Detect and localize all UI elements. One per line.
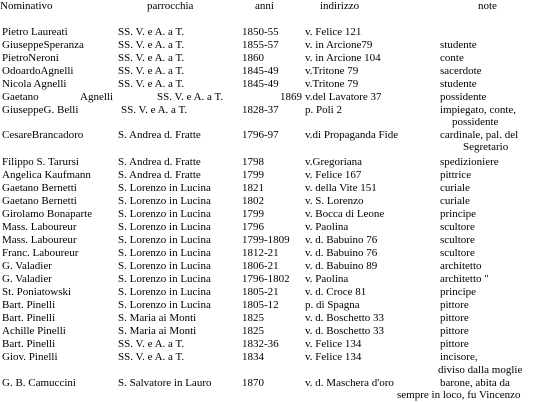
table-row	[0, 273, 544, 286]
cell-note: impiegato, conte,	[440, 104, 517, 116]
cell-anni: 1825	[242, 325, 264, 337]
cell-nominativo: CesareBrancadoro	[2, 129, 84, 141]
cell-indirizzo: v. d. Maschera d'oro	[305, 377, 394, 389]
cell-nominativo: Gaetano Bernetti	[2, 195, 77, 207]
cell-indirizzo: v. d. Croce 81	[305, 286, 367, 298]
cell-indirizzo: v. d. Boschetto 33	[305, 325, 385, 337]
cell-indirizzo: p. di Spagna	[305, 299, 360, 311]
cell-anni: 1832-36	[242, 338, 279, 350]
cell-indirizzo: v. Felice 121	[305, 26, 362, 38]
cell-indirizzo: v. d. Babuino 76	[305, 247, 378, 259]
cell-parrocchia: S. Lorenzo in Lucina	[118, 299, 211, 311]
cell-note: curiale	[440, 195, 470, 207]
cell-nominativo: St. Poniatowski	[2, 286, 72, 298]
table-row	[0, 78, 544, 91]
table-row	[0, 299, 544, 312]
cell-indirizzo: v.Gregoriana	[305, 156, 363, 168]
cell-indirizzo: v.Tritone 79	[305, 65, 359, 77]
table-row	[0, 195, 544, 208]
cell-indirizzo: v.Tritone 79	[305, 78, 359, 90]
cell-indirizzo: v. d. Babuino 89	[305, 260, 378, 272]
table-row	[0, 351, 544, 364]
cell-parrocchia: S. Lorenzo in Lucina	[118, 260, 211, 272]
cell-indirizzo: v. Felice 134	[305, 351, 362, 363]
table-row	[0, 169, 544, 182]
cell-indirizzo: v. d. Babuino 76	[305, 234, 378, 246]
cell-nominativo: Gaetano	[2, 91, 39, 103]
cell-note-continued: diviso dalla moglie	[438, 364, 523, 376]
table-header	[0, 0, 544, 13]
cell-indirizzo: p. Poli 2	[305, 104, 342, 116]
cell-nominativo: Girolamo Bonaparte	[2, 208, 93, 220]
cell-note: curiale	[440, 182, 470, 194]
cell-anni: 1812-21	[242, 247, 279, 259]
cell-anni: 1802	[242, 195, 264, 207]
cell-note: pittore	[440, 325, 469, 337]
cell-nominativo: Achille Pinelli	[2, 325, 66, 337]
table-row	[0, 247, 544, 260]
cell-anni: 1796-1802	[242, 273, 290, 285]
cell-parrocchia: SS. V. e A. a T.	[118, 338, 185, 350]
cell-anni: 1845-49	[242, 78, 279, 90]
cell-parrocchia: S. Lorenzo in Lucina	[118, 195, 211, 207]
cell-nominativo: G. B. Camuccini	[2, 377, 76, 389]
cell-nominativo: Bart. Pinelli	[2, 312, 56, 324]
cell-anni: 1828-37	[242, 104, 279, 116]
cell-nominativo: G. Valadier	[2, 260, 52, 272]
cell-parrocchia: S. Andrea d. Fratte	[118, 156, 201, 168]
table-row	[0, 52, 544, 65]
cell-nominativo: OdoardoAgnelli	[2, 65, 74, 77]
cell-note: spedizioniere	[440, 156, 499, 168]
cell-nominativo: Giov. Pinelli	[2, 351, 58, 363]
cell-parrocchia: SS. V. e A. a T.	[118, 52, 185, 64]
cell-indirizzo: v.del Lavatore 37	[305, 91, 382, 103]
table-row	[0, 325, 544, 338]
cell-nominativo: G. Valadier	[2, 273, 52, 285]
table-row	[0, 91, 544, 104]
table-row	[0, 338, 544, 351]
cell-anni: 1796	[242, 221, 264, 233]
header-parrocchia: parrocchia	[147, 0, 194, 12]
table-row	[0, 234, 544, 247]
table-row	[0, 39, 544, 52]
cell-note: possidente	[440, 91, 487, 103]
cell-parrocchia: S. Maria ai Monti	[118, 325, 197, 337]
cell-note: studente	[440, 39, 477, 51]
cell-parrocchia: S. Salvatore in Lauro	[118, 377, 212, 389]
cell-indirizzo: v. d. Boschetto 33	[305, 312, 385, 324]
cell-parrocchia: SS. V. e A. a T.	[118, 351, 185, 363]
cell-note-continued: possidente	[452, 116, 499, 128]
cell-anni: 1805-21	[242, 286, 279, 298]
cell-parrocchia: S. Maria ai Monti	[118, 312, 197, 324]
cell-parrocchia: S. Lorenzo in Lucina	[118, 247, 211, 259]
cell-note: pittore	[440, 299, 469, 311]
cell-indirizzo: v. in Arcione 104	[305, 52, 381, 64]
cell-parrocchia: SS. V. e A. a T.	[118, 65, 185, 77]
cell-parrocchia: S. Lorenzo in Lucina	[118, 208, 211, 220]
cell-parrocchia: S. Lorenzo in Lucina	[118, 273, 211, 285]
cell-note: cardinale, pal. del	[440, 129, 519, 141]
cell-anni: 1845-49	[242, 65, 279, 77]
cell-note: principe	[440, 286, 477, 298]
cell-nominativo: Angelica Kaufmann	[2, 169, 91, 181]
cell-note: studente	[440, 78, 477, 90]
cell-anni: 1805-12	[242, 299, 279, 311]
table-row-continuation	[0, 116, 544, 129]
cell-note: incisore,	[440, 351, 478, 363]
cell-note-continued: Segretario	[463, 141, 509, 153]
cell-parrocchia: S. Lorenzo in Lucina	[118, 234, 211, 246]
table-row	[0, 221, 544, 234]
cell-note: pittore	[440, 338, 469, 350]
cell-nominativo: Nicola Agnelli	[2, 78, 67, 90]
cell-anni: 1806-21	[242, 260, 279, 272]
cell-nominativo: Gaetano Bernetti	[2, 182, 77, 194]
table-row-continuation	[0, 389, 544, 402]
cell-note: architetto "	[440, 273, 489, 285]
table-row	[0, 260, 544, 273]
header-indirizzo: indirizzo	[320, 0, 360, 12]
cell-indirizzo: v. Bocca di Leone	[305, 208, 385, 220]
cell-note: sacerdote	[440, 65, 482, 77]
header-anni: anni	[255, 0, 274, 12]
cell-parrocchia: SS. V. e A. a T.	[121, 104, 188, 116]
cell-note: barone, abita da	[440, 377, 510, 389]
cell-nominativo: GiuseppeSperanza	[2, 39, 84, 51]
table-row	[0, 156, 544, 169]
cell-parrocchia: S. Lorenzo in Lucina	[118, 182, 211, 194]
cell-anni: 1798	[242, 156, 264, 168]
cell-nominativo: Franc. Laboureur	[2, 247, 79, 259]
table-row-continuation	[0, 141, 544, 154]
header-note: note	[478, 0, 497, 12]
cell-nominativo: Mass. Laboureur	[2, 221, 77, 233]
cell-parrocchia: SS. V. e A. a T.	[118, 39, 185, 51]
table-row	[0, 26, 544, 39]
cell-anni: 1870	[242, 377, 264, 389]
cell-note-continued: sempre in loco, fu Vincenzo	[397, 389, 521, 401]
table-row-continuation	[0, 364, 544, 377]
cell-anni: 1799-1809	[242, 234, 290, 246]
cell-indirizzo: v.di Propaganda Fide	[305, 129, 399, 141]
cell-indirizzo: v. in Arcione79	[305, 39, 373, 51]
cell-note: scultore	[440, 221, 475, 233]
cell-parrocchia: SS. V. e A. a T.	[118, 78, 185, 90]
cell-nominativo: Bart. Pinelli	[2, 299, 56, 311]
cell-parrocchia: S. Andrea d. Fratte	[118, 129, 201, 141]
cell-note: conte	[440, 52, 464, 64]
cell-note: scultore	[440, 247, 475, 259]
cell-indirizzo: v. Felice 167	[305, 169, 362, 181]
table-row	[0, 312, 544, 325]
cell-anni: 1855-57	[242, 39, 279, 51]
cell-nominativo: Pietro Laureati	[2, 26, 68, 38]
cell-parrocchia: SS. V. e A. a T.	[118, 26, 185, 38]
cell-anni: 1799	[242, 169, 264, 181]
cell-note: scultore	[440, 234, 475, 246]
cell-parrocchia: S. Lorenzo in Lucina	[118, 221, 211, 233]
cell-anni: 1796-97	[242, 129, 279, 141]
table-row	[0, 65, 544, 78]
cell-anni: 1860	[242, 52, 264, 64]
cell-parrocchia: S. Andrea d. Fratte	[118, 169, 201, 181]
cell-nominativo: PietroNeroni	[2, 52, 59, 64]
cell-note: pittrice	[440, 169, 472, 181]
cell-nominativo: Filippo S. Tarursi	[2, 156, 79, 168]
table-row	[0, 286, 544, 299]
cell-parrocchia: SS. V. e A. a T.	[157, 91, 224, 103]
header-nominativo: Nominativo	[0, 0, 53, 12]
cell-note: principe	[440, 208, 477, 220]
cell-anni: 1825	[242, 312, 264, 324]
cell-nominativo: Mass. Laboureur	[2, 234, 77, 246]
cell-note: architetto	[440, 260, 482, 272]
cell-indirizzo: v. S. Lorenzo	[305, 195, 364, 207]
cell-nominativo-surname: Agnelli	[80, 91, 113, 103]
table-row	[0, 182, 544, 195]
cell-note: pittore	[440, 312, 469, 324]
cell-anni: 1799	[242, 208, 264, 220]
cell-nominativo: Bart. Pinelli	[2, 338, 56, 350]
cell-indirizzo: v. Felice 134	[305, 338, 362, 350]
cell-anni: 1850-55	[242, 26, 279, 38]
cell-anni: 1821	[242, 182, 264, 194]
cell-parrocchia: S. Lorenzo in Lucina	[118, 286, 211, 298]
cell-nominativo: GiuseppeG. Belli	[2, 104, 79, 116]
table-row	[0, 208, 544, 221]
cell-indirizzo: v. della Vite 151	[305, 182, 377, 194]
cell-anni: 1869	[280, 91, 302, 103]
cell-indirizzo: v. Paolina	[305, 221, 349, 233]
cell-indirizzo: v. Paolina	[305, 273, 349, 285]
cell-anni: 1834	[242, 351, 264, 363]
